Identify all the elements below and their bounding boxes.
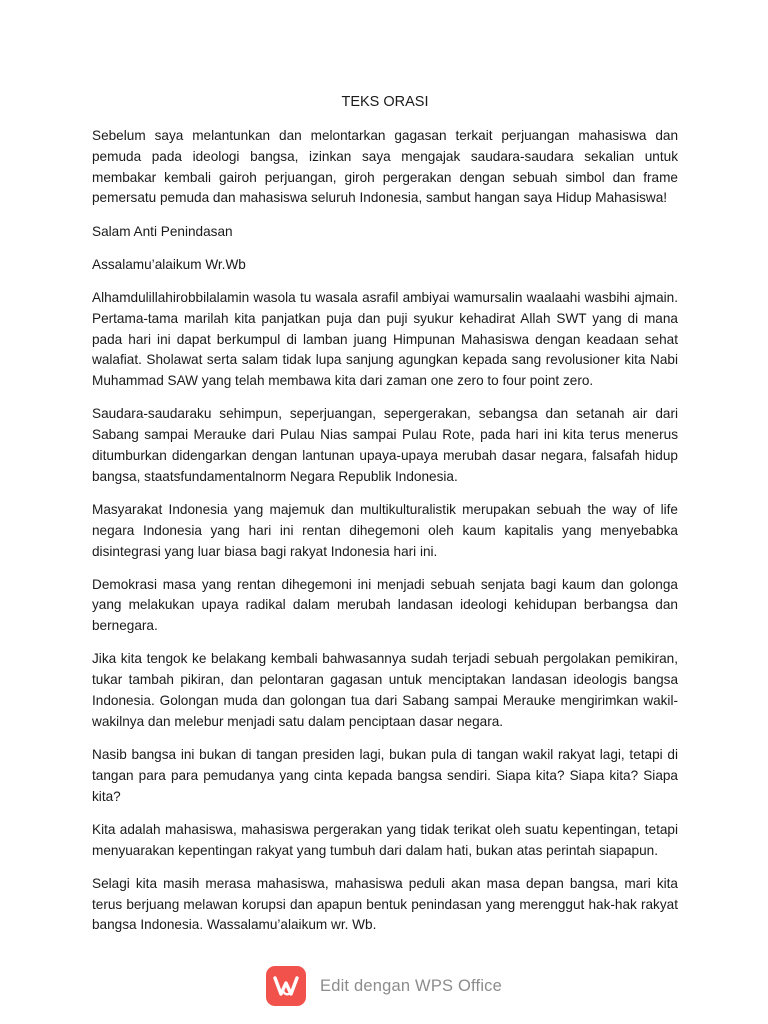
document-page bbox=[92, 92, 678, 949]
paragraph-opening: Sebelum saya melantunkan dan melontarkan gagasan terkait perjuangan mahasiswa dan pemuda pada ideologi bangsa, izinkan saya mengajak saudara-saudara sekalian untuk membakar kembali gairoh perjuangan, giroh pergerakan dengan sebuah simbol dan frame pemersatu pemuda dan mahasiswa seluruh Indonesia, sambut hangan saya Hidup Mahasiswa! bbox=[92, 128, 678, 206]
paragraph-nation-fate: Nasib bangsa ini bukan di tangan presiden lagi, bukan pula di tangan wakil rakyat lagi, tetapi di tangan para para pemudanya yang cinta kepada bangsa sendiri. Siapa kita? Siapa kita? Siapa kita? bbox=[92, 747, 678, 804]
paragraph-address: Saudara-saudaraku sehimpun, seperjuangan, sepergerakan, sebangsa dan setanah air dari Sabang sampai Merauke dari Pulau Nias sampai Pulau Rote, pada hari ini kita terus menerus ditumburkan didengarkan dengan lantunan upaya-upaya merubah dasar negara, falsafah hidup bangsa, staatsfundamentalnorm Negara Republik Indonesia. bbox=[92, 406, 678, 484]
paragraph-greeting: Assalamu’alaikum Wr.Wb bbox=[92, 256, 246, 272]
paragraph-society: Masyarakat Indonesia yang majemuk dan multikulturalistik merupakan sebuah the way of life negara Indonesia yang hari ini rentan dihegemoni oleh kaum kapitalis yang menyebabka disintegrasi yang luar biasa bagi rakyat Indonesia hari ini. bbox=[92, 501, 678, 559]
paragraph-salam: Salam Anti Penindasan bbox=[92, 223, 233, 239]
wps-office-logo-icon[interactable] bbox=[266, 966, 306, 1006]
paragraph-history: Jika kita tengok ke belakang kembali bahwasannya sudah terjadi sebuah pergolakan pemikiran, tukar tambah pikiran, dan pelontaran gagasan untuk menciptakan landasan ideologis bangsa Indonesia. Golongan muda dan golongan tua dari Sabang sampai Merauke mengirimkan wakil-wakilnya dan melebur menjadi satu dalam penciptaan dasar negara. bbox=[92, 651, 678, 729]
wps-edit-footer[interactable] bbox=[0, 964, 768, 1008]
paragraph-closing: Selagi kita masih merasa mahasiswa, mahasiswa peduli akan masa depan bangsa, mari kita terus berjuang melawan korupsi dan apapun bentuk penindasan yang merenggut hak-hak rakyat bangsa Indonesia. Wassalamu’alaikum wr. Wb. bbox=[92, 875, 678, 933]
paragraph-praise: Alhamdulillahirobbilalamin wasola tu wasala asrafil ambiyai wamursalin waalaahi wasbihi ajmain. Pertama-tama marilah kita panjatkan puja dan puji syukur kehadirat Allah SWT yang di mana pada hari ini dapat berkumpul di lamban juang Himpunan Mahasiswa dengan keadaan sehat walafiat. Sholawat serta salam tidak lupa sanjung agungkan kepada sang revolusioner kita Nabi Muhammad SAW yang telah membawa kita dari zaman one zero to four point zero. bbox=[92, 289, 678, 389]
wps-w-glyph-icon bbox=[272, 972, 300, 1000]
paragraph-students: Kita adalah mahasiswa, mahasiswa pergerakan yang tidak terikat oleh suatu kepentingan, tetapi menyuarakan kepentingan rakyat yang tumbuh dari dalam hati, bukan atas perintah siapapun. bbox=[92, 821, 678, 858]
paragraph-democracy: Demokrasi masa yang rentan dihegemoni ini menjadi sebuah senjata bagi kaum dan golonga yang melakukan upaya radikal dalam merubah landasan ideologi kehidupan berbangsa dan bernegara. bbox=[92, 576, 678, 634]
document-title: TEKS ORASI bbox=[341, 94, 429, 110]
edit-with-wps-link[interactable]: Edit dengan WPS Office bbox=[319, 976, 503, 995]
